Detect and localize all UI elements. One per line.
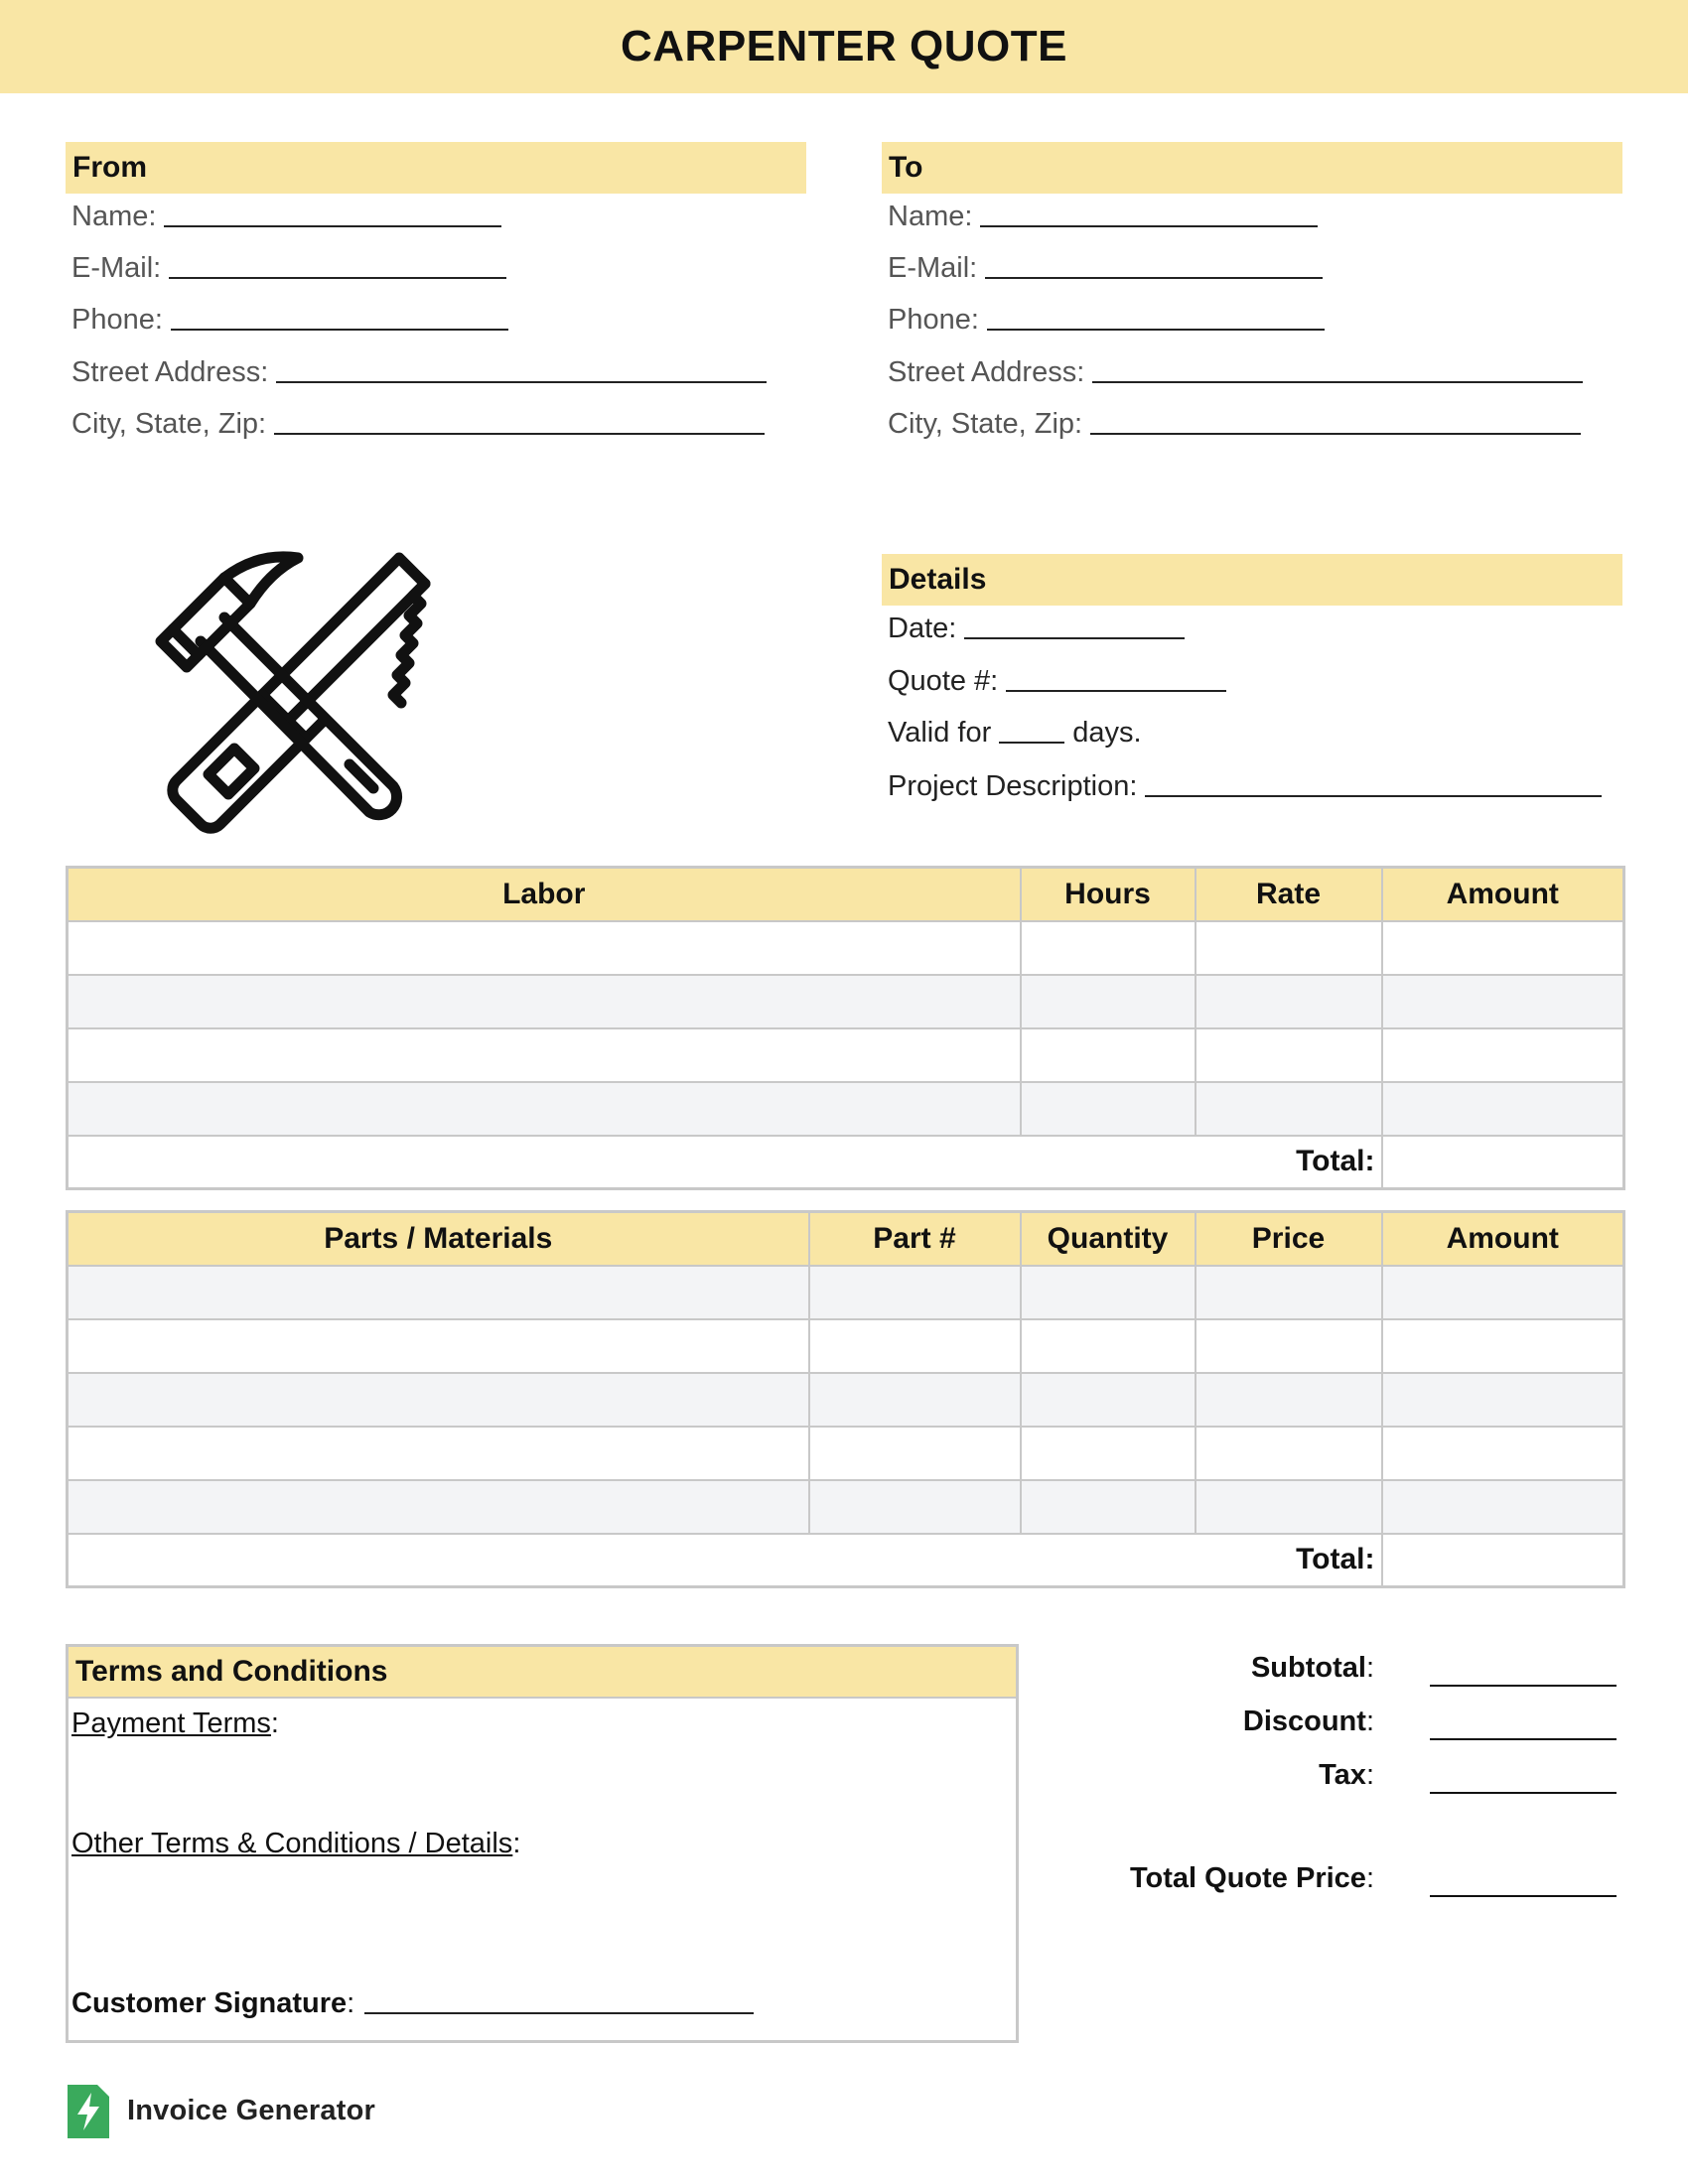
labor-total-row [68,1136,1624,1189]
valid-prefix: Valid for [888,717,992,749]
part-cell[interactable] [68,1427,809,1480]
table-row [68,1427,1624,1480]
tax-label: Tax: [1319,1759,1374,1791]
terms-heading: Terms and Conditions [69,1647,1016,1699]
to-phone-label: Phone: [888,304,979,336]
amount-cell[interactable] [1382,975,1624,1028]
total-quote-price-label: Total Quote Price: [1129,1862,1374,1894]
labor-header: Labor [68,868,1021,921]
labor-cell[interactable] [68,1028,1021,1082]
project-description-label: Project Description: [888,770,1138,802]
hammer-and-saw-icon [139,544,437,842]
to-city-label: City, State, Zip: [888,408,1083,440]
rate-cell[interactable] [1196,1028,1382,1082]
part-number-cell[interactable] [809,1480,1021,1534]
title-band [0,0,1688,93]
table-row [68,1082,1624,1136]
amount-cell[interactable] [1382,1480,1624,1534]
price-cell[interactable] [1196,1319,1382,1373]
from-email-label: E-Mail: [71,252,162,284]
subtotal-line[interactable] [1430,1684,1617,1687]
to-city-field[interactable] [888,408,1581,441]
to-phone-field[interactable] [888,304,1325,337]
price-cell[interactable] [1196,1427,1382,1480]
rate-header: Rate [1196,868,1382,921]
amount-cell[interactable] [1382,1427,1624,1480]
parts-total-row [68,1534,1624,1587]
discount-line[interactable] [1430,1737,1617,1740]
payment-terms-label[interactable]: Payment Terms: [71,1707,279,1739]
amount-cell[interactable] [1382,1266,1624,1319]
labor-total-cell[interactable] [1382,1136,1624,1189]
from-phone-field[interactable] [71,304,508,337]
parts-total-label: Total: [68,1534,1382,1587]
price-cell[interactable] [1196,1266,1382,1319]
labor-cell[interactable] [68,921,1021,975]
part-number-cell[interactable] [809,1373,1021,1427]
from-street-label: Street Address: [71,356,269,388]
to-heading: To [882,142,1622,194]
date-label: Date: [888,613,957,644]
part-cell[interactable] [68,1266,809,1319]
from-name-label: Name: [71,201,157,232]
part-cell[interactable] [68,1373,809,1427]
price-header: Price [1196,1212,1382,1266]
valid-days-field[interactable] [888,717,1142,750]
hours-cell[interactable] [1021,921,1196,975]
part-number-header: Part # [809,1212,1021,1266]
project-description-field[interactable] [888,770,1602,803]
part-cell[interactable] [68,1480,809,1534]
to-name-label: Name: [888,201,973,232]
amount-cell[interactable] [1382,1373,1624,1427]
quantity-header: Quantity [1021,1212,1196,1266]
part-number-cell[interactable] [809,1427,1021,1480]
from-heading: From [66,142,806,194]
tax-line[interactable] [1430,1791,1617,1794]
quantity-cell[interactable] [1021,1266,1196,1319]
other-terms-text: Other Terms & Conditions / Details [71,1828,513,1859]
parts-table [66,1210,1625,1588]
parts-total-cell[interactable] [1382,1534,1624,1587]
subtotal-label: Subtotal: [1250,1652,1374,1684]
labor-cell[interactable] [68,1082,1021,1136]
hours-cell[interactable] [1021,975,1196,1028]
part-number-cell[interactable] [809,1266,1021,1319]
date-field[interactable] [888,613,1185,645]
quote-number-field[interactable] [888,665,1226,698]
valid-suffix: days. [1072,717,1142,749]
from-name-field[interactable] [71,201,501,233]
hours-cell[interactable] [1021,1082,1196,1136]
labor-cell[interactable] [68,975,1021,1028]
amount-cell[interactable] [1382,1082,1624,1136]
table-row [68,1028,1624,1082]
footer-brand: Invoice Generator [127,2095,375,2126]
labor-total-label: Total: [68,1136,1382,1189]
from-street-field[interactable] [71,356,767,389]
table-row [68,1319,1624,1373]
rate-cell[interactable] [1196,1082,1382,1136]
quantity-cell[interactable] [1021,1427,1196,1480]
to-email-label: E-Mail: [888,252,978,284]
quantity-cell[interactable] [1021,1480,1196,1534]
payment-terms-text: Payment Terms [71,1707,271,1739]
price-cell[interactable] [1196,1480,1382,1534]
to-street-label: Street Address: [888,356,1085,388]
from-city-label: City, State, Zip: [71,408,267,440]
parts-header: Parts / Materials [68,1212,809,1266]
table-row [68,975,1624,1028]
customer-signature-field[interactable]: Customer Signature : [71,1987,754,2020]
table-row [68,921,1624,975]
lightning-logo-icon [68,2085,109,2138]
rate-cell[interactable] [1196,975,1382,1028]
hours-header: Hours [1021,868,1196,921]
table-row [68,1373,1624,1427]
price-cell[interactable] [1196,1373,1382,1427]
customer-signature-label: Customer Signature [71,1987,348,2019]
quantity-cell[interactable] [1021,1373,1196,1427]
table-row [68,1480,1624,1534]
quote-number-label: Quote #: [888,665,999,697]
parts-amount-header: Amount [1382,1212,1624,1266]
discount-label: Discount: [1242,1706,1374,1737]
quantity-cell[interactable] [1021,1319,1196,1373]
part-number-cell[interactable] [809,1319,1021,1373]
part-cell[interactable] [68,1319,809,1373]
to-street-field[interactable] [888,356,1583,389]
labor-table [66,866,1625,1190]
total-quote-price-line[interactable] [1430,1894,1617,1897]
labor-amount-header: Amount [1382,868,1624,921]
to-email-field[interactable] [888,252,1323,285]
amount-cell[interactable] [1382,1319,1624,1373]
amount-cell[interactable] [1382,921,1624,975]
from-city-field[interactable] [71,408,765,441]
from-phone-label: Phone: [71,304,163,336]
page-title: CARPENTER QUOTE [621,22,1067,70]
to-name-field[interactable] [888,201,1318,233]
rate-cell[interactable] [1196,921,1382,975]
hours-cell[interactable] [1021,1028,1196,1082]
amount-cell[interactable] [1382,1028,1624,1082]
details-heading: Details [882,554,1622,606]
other-terms-label[interactable]: Other Terms & Conditions / Details: [71,1828,521,1859]
table-row [68,1266,1624,1319]
from-email-field[interactable] [71,252,506,285]
